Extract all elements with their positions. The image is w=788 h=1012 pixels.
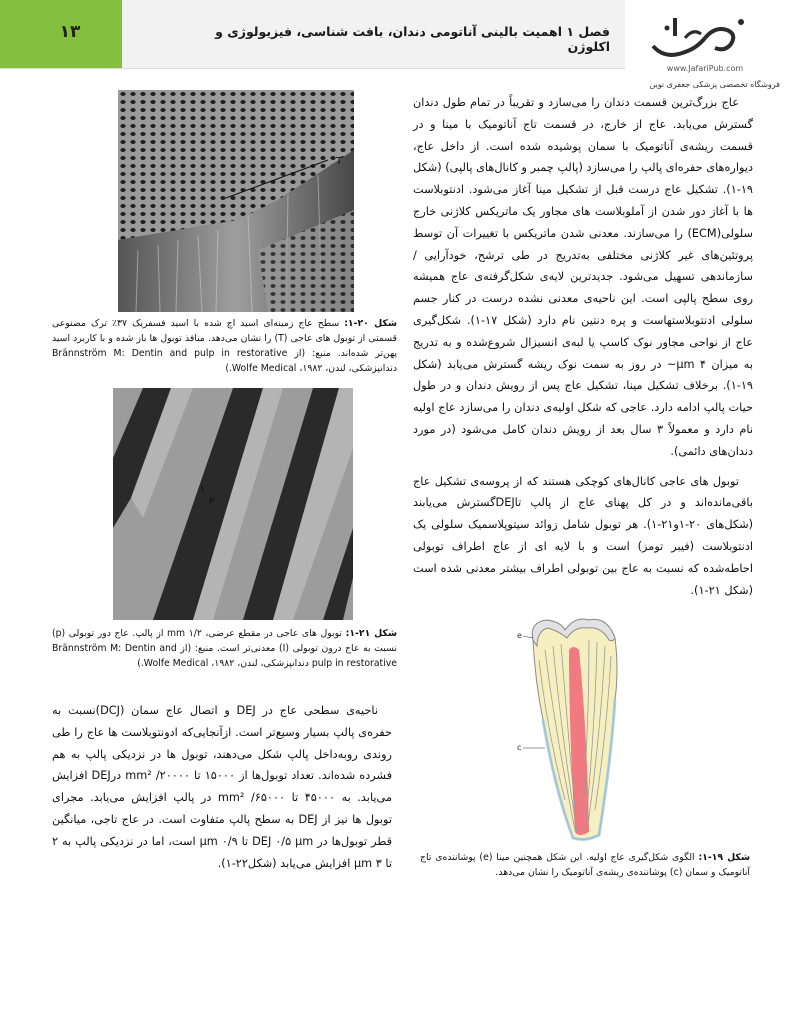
figure-21-drawing bbox=[113, 388, 353, 620]
paragraph-tubules: توبول های عاجی کانال‌های کوچکی هستند که از پروسه‌ی تشکیل عاج باقی‌مانده‌اند و در کل پهنای عاج از پالپ تاDEJگسترش می‌یابند (شکل‌های ۲۰-۱و۲۱-۱). هر توبول شامل زوائد سیتوپلاسمیک سلولی یک ادنتوبلاست (فیبر تومز) است و با لایه ای از عاج اطراف توبولی احاطه‌شده که نسبت به عاج بین توبولی اطراف بیشتر معدنی شده است (شکل ۲۱-۱). bbox=[413, 474, 754, 597]
figure-21-tubules-image bbox=[113, 388, 353, 620]
figure-21-caption-label: شکل ۲۱-۱: bbox=[345, 628, 397, 639]
paragraph-tubule-density: ناحیه‌ی سطحی عاج در DEJ و اتصال عاج سمان (DCJ)نسبت به حفره‌ی پالپ بسیار وسیع‌تر است. ازآنجایی‌که ادونتوبلاست ها عاج را طی روندی روبه‌داخل پالپ شکل می‌دهند، توبول ها در نزدیکی پالپ به هم فشرده شده‌اند. تعداد توبول‌ها از ۱۵۰۰۰ تا ۲۰۰۰۰/ mm² درDEJ افزایش می‌یابد. به ۴۵۰۰۰ تا ۶۵۰۰۰/ mm² در پالپ افزایش می‌یابد. مجرای توبول ها نیز از DEJ به سطح پالپ متفاوت است. در عاج تاجی، میانگین قطر توبول‌ها در DEJ ‎۰/۵ µm تا ۰/۹ µm است، اما در نزدیکی پالپ به ۲ تا ۳ µm افزایش می‌یابد (شکل۲۲-۱). bbox=[52, 704, 393, 870]
logo-tagline: فروشگاه تخصصی پزشکی جعفری نوین bbox=[649, 80, 780, 89]
bottom-text-column bbox=[52, 700, 392, 874]
publisher-logo bbox=[645, 8, 755, 64]
figure-20-caption-label: شکل ۲۰-۱: bbox=[344, 318, 397, 329]
figure-21-caption bbox=[52, 626, 397, 671]
figure-19-drawing bbox=[515, 610, 635, 845]
page-number: ۱۳ bbox=[59, 22, 81, 42]
figure-20-caption-text: سطح عاج زمینه‌ای اسید اچ شده با اسید فسفریک ۳۷٪ ترک مصنوعی قسمتی از توبول های عاجی (T) را نشان می‌دهد. منافذ توبول ها باز شده و با کاربرد اسید پهن‌تر شده‌اند. منبع: (از Brännström M: Dentin and pulp in restorative دندانپزشکی، لندن، ۱۹۸۲، Wolfe Medical.) bbox=[52, 318, 397, 374]
figure-19-caption bbox=[420, 850, 750, 880]
paragraph-dentin-intro: عاج بزرگ‌ترین قسمت دندان را می‌سازد و تقریباً در تمام طول دندان گسترش می‌یابد. عاج از خارج، در قسمت تاج آناتومیک با مینا و در قسمت ریشه‌ی آناتومیک با سمان پوشیده شده است. از داخل عاج، دیواره‌های حفره‌ای پالپ را می‌سازد (پالپ چمبر و کانال‌های پالپی) (شکل ۱۹-۱). تشکیل عاج درست قبل از تشکیل مینا آغاز می‌شود. ادنتوبلاست ها با آغاز دور شدن از آملوبلاست های مجاور یک ماتریکس کلاژنی خارج سلولی(ECM) را می‌سازند. معدنی شدن ماتریکس با تغییرات آن توسط پروتئین‌های غیر کلاژنی مختلفی به‌تدریج در طی ترشح، خودآرایی /سازماندهی تسهیل می‌شود. جدیدترین لایه‌ی شکل‌گرفته‌ی عاج همیشه روی سطح پالپی است. این ناحیه‌ی معدنی نشده درست در کنار جسم سلولی ادنتوبلاستهاست و پره دنتین نام دارد (شکل ۱۷-۱). شکل‌گیری عاج از نواحی مجاور نوک کاسپ یا لبه‌ی انسیزال شروع‌شده و به تدریج به میزان ۴ µm~ در روز به سمت نوک ریشه گسترش می‌یابد (شکل ۱۹-۱). برخلاف تشکیل مینا، تشکیل عاج پس از رویش دندان و در طول حیات پالپ ادامه دارد. عاجی که شکل اولیه‌ی دندان را می‌سازد عاج اولیه نام دارد و معمولاً ۳ سال بعد از رویش دندان کامل می‌شود (در مورد دندان‌های دائمی). bbox=[412, 96, 754, 458]
figure-19-label-c: c bbox=[517, 743, 522, 752]
figure-19-caption-text: الگوی شکل‌گیری عاج اولیه. این شکل همچنین مینا (e) پوشاننده‌ی تاج آناتومیک و سمان (c) پوشاننده‌ی ریشه‌ی آناتومیک را نشان می‌دهد. bbox=[420, 852, 750, 878]
figure-20-label-t: T bbox=[336, 156, 343, 167]
page-number-box bbox=[0, 0, 122, 68]
figure-21-label-p: P bbox=[209, 497, 215, 507]
figure-21-caption-text: توبول های عاجی در مقطع عرضی، ۱/۲ mm از پالپ. عاج دور توبولی (p) نسبت به عاج درون توبولی (I) معدنی‌تر است. منبع: (از Brännström M: Dentin and pulp in restorative دندانپزشکی، لندن، ۱۹۸۲، Wolfe Medical.) bbox=[52, 628, 397, 669]
chapter-title: فصل ۱ اهمیت بالینی آناتومی دندان، بافت شناسی، فیزیولوژی و اکلوژن bbox=[215, 24, 610, 54]
figure-20-sem-image bbox=[118, 90, 354, 312]
logo-url: www.JafariPub.com bbox=[666, 64, 744, 73]
figure-19-caption-label: شکل ۱۹-۱: bbox=[698, 852, 750, 863]
main-text-column bbox=[413, 92, 753, 609]
figure-20-drawing bbox=[118, 90, 354, 312]
figure-20-caption bbox=[52, 316, 397, 376]
figure-19-label-e: e bbox=[517, 631, 522, 640]
figure-19-tooth-diagram bbox=[515, 610, 635, 845]
figure-21-label-i: I bbox=[201, 485, 204, 495]
